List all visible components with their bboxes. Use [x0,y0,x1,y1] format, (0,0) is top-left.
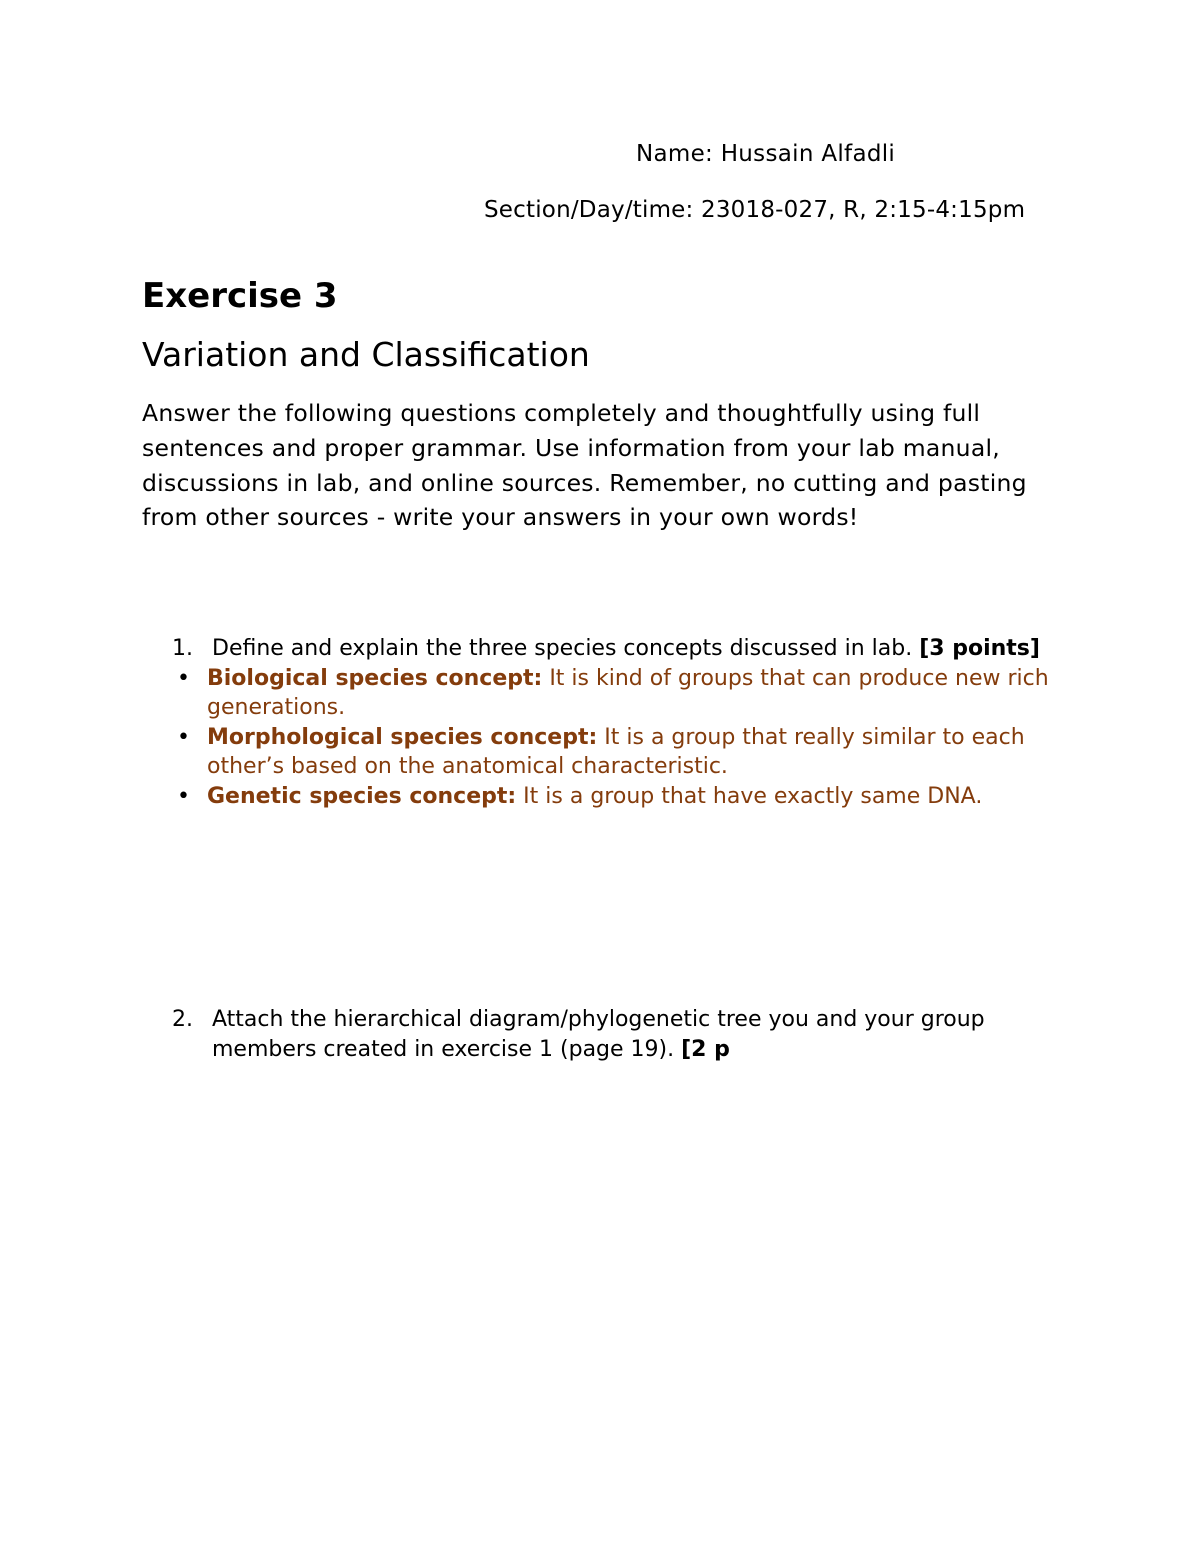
exercise-subtitle: Variation and Classification [142,335,590,374]
question-text [212,1005,1072,1064]
section-day-time: Section/Day/time: 23018-027, R, 2:15-4:15pm [484,197,1026,223]
list-item [172,782,1072,812]
bullet-icon: • [177,665,190,691]
question-prompt: Define and explain the three species concepts discussed in lab. [212,636,920,661]
question-text [212,634,1072,664]
question-1 [172,634,1072,811]
question-number: 2. [172,1007,193,1032]
answer-definition: It is a group that really similar to each other’s based on the anatomical characteristic. [207,724,1025,779]
list-item [172,723,1072,782]
answer-term: Biological species concept: [207,665,543,691]
list-item [172,664,1072,723]
answer-text [207,723,1072,782]
bullet-icon: • [177,724,190,750]
question-prompt: Attach the hierarchical diagram/phylogenetic tree you and your group members created in exercise 1 (page 19). [212,1007,985,1062]
question-2 [172,1005,1072,1064]
question-2-prompt [172,1005,1072,1064]
answer-definition: It is a group that have exactly same DNA. [516,783,983,809]
student-name: Name: Hussain Alfadli [636,141,896,167]
exercise-title: Exercise 3 [142,276,338,316]
question-points: [3 points] [919,636,1040,661]
instructions-paragraph: Answer the following questions completely and thoughtfully using full sentences and proper grammar. Use information from your lab manual, discussions in lab, and online sources. Remember, no cutting and pasting from other sources - write your answers in your own words! [142,399,1027,532]
answer-term: Morphological species concept: [207,724,598,750]
answer-text [207,664,1072,723]
question-number: 1. [172,636,193,661]
answer-list [172,664,1072,812]
answer-term: Genetic species concept: [207,783,517,809]
bullet-icon: • [177,783,190,809]
question-points: [2 p [681,1036,730,1062]
question-1-prompt [172,634,1072,664]
answer-text [207,782,1072,812]
answer-definition: It is kind of groups that can produce new rich generations. [207,665,1049,720]
